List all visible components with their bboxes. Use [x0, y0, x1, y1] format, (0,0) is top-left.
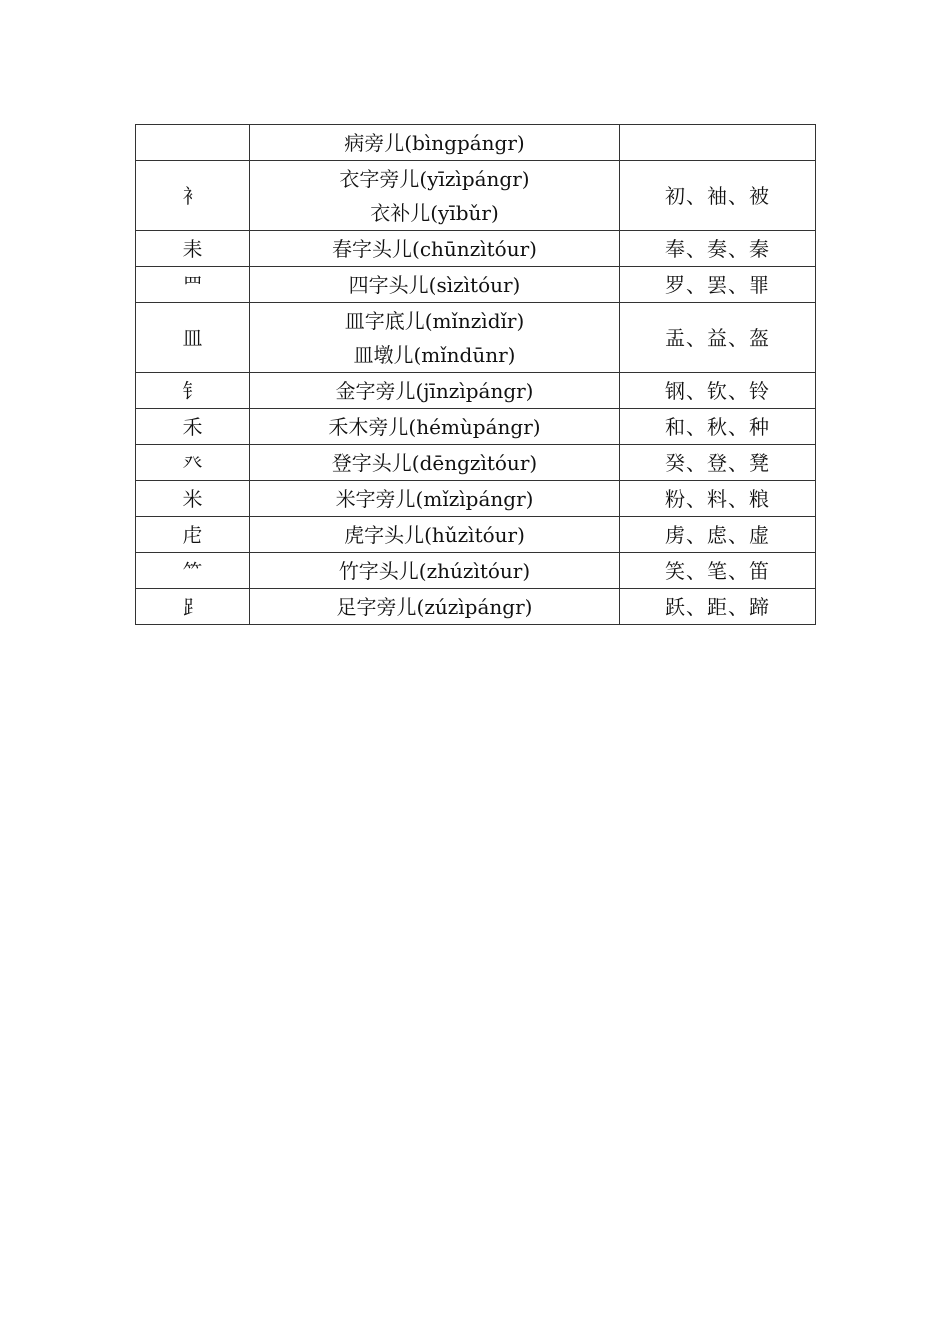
examples-cell: 初、袖、被: [620, 161, 816, 231]
radical-cell: [136, 125, 250, 161]
table-row: [136, 553, 816, 589]
radical-name-cell: [250, 303, 620, 373]
radical-name: 衣字旁儿(yīzìpángr): [339, 166, 530, 191]
radical-name-cell: [250, 231, 620, 267]
table-row: [136, 409, 816, 445]
table-row: [136, 267, 816, 303]
radical-cell: 衤: [136, 161, 250, 231]
radical-name: 皿字底儿(mǐnzìdǐr): [344, 308, 525, 333]
examples-cell: 奉、奏、秦: [620, 231, 816, 267]
table-row: [136, 125, 816, 161]
radical-name-cell: [250, 589, 620, 625]
examples-cell: 和、秋、种: [620, 409, 816, 445]
radical-name: 春字头儿(chūnzìtóur): [332, 236, 537, 261]
radical-name-cell: [250, 125, 620, 161]
radical-name: 四字头儿(sìzìtóur): [348, 272, 521, 297]
table-row: [136, 373, 816, 409]
radical-name: 禾木旁儿(hémùpángr): [328, 414, 541, 439]
radical-name-cell: [250, 517, 620, 553]
radical-cell: 耒: [136, 231, 250, 267]
radical-name: 竹字头儿(zhúzìtóur): [338, 558, 531, 583]
radical-alt-name: 衣补儿(yībǔr): [370, 200, 499, 225]
radical-table: [135, 124, 816, 625]
examples-cell: 钢、钦、铃: [620, 373, 816, 409]
radical-cell: ⻊: [136, 589, 250, 625]
radical-name-cell: [250, 481, 620, 517]
radical-cell: 米: [136, 481, 250, 517]
radical-name: 金字旁儿(jīnzìpángr): [335, 378, 534, 403]
radical-cell: 罒: [136, 267, 250, 303]
radical-cell: 皿: [136, 303, 250, 373]
radical-name-cell: [250, 445, 620, 481]
radical-cell: 钅: [136, 373, 250, 409]
table-row: [136, 445, 816, 481]
examples-cell: [620, 125, 816, 161]
radical-name: 虎字头儿(hǔzìtóur): [344, 522, 525, 547]
examples-cell: 癸、登、凳: [620, 445, 816, 481]
radical-alt-name: 皿墩儿(mǐndūnr): [353, 342, 516, 367]
table-row: [136, 481, 816, 517]
radical-cell: 癶: [136, 445, 250, 481]
radical-name: 登字头儿(dēngzìtóur): [331, 450, 538, 475]
examples-cell: 虏、虑、虚: [620, 517, 816, 553]
radical-name: 足字旁儿(zúzìpángr): [336, 594, 533, 619]
radical-name-cell: [250, 267, 620, 303]
radical-cell: 虍: [136, 517, 250, 553]
examples-cell: 笑、笔、笛: [620, 553, 816, 589]
radical-cell: 禾: [136, 409, 250, 445]
table-row: [136, 517, 816, 553]
examples-cell: 盂、益、盔: [620, 303, 816, 373]
radical-name-cell: [250, 553, 620, 589]
radical-name: 病旁儿(bìngpángr): [344, 130, 525, 155]
table-row: [136, 161, 816, 231]
radical-name-cell: [250, 409, 620, 445]
examples-cell: 罗、罢、罪: [620, 267, 816, 303]
examples-cell: 粉、料、粮: [620, 481, 816, 517]
radical-name: 米字旁儿(mǐzìpángr): [335, 486, 534, 511]
table-row: [136, 231, 816, 267]
radical-name-cell: [250, 373, 620, 409]
radical-cell: ⺮: [136, 553, 250, 589]
examples-cell: 跃、距、蹄: [620, 589, 816, 625]
table-row: [136, 303, 816, 373]
table-row: [136, 589, 816, 625]
radical-name-cell: [250, 161, 620, 231]
